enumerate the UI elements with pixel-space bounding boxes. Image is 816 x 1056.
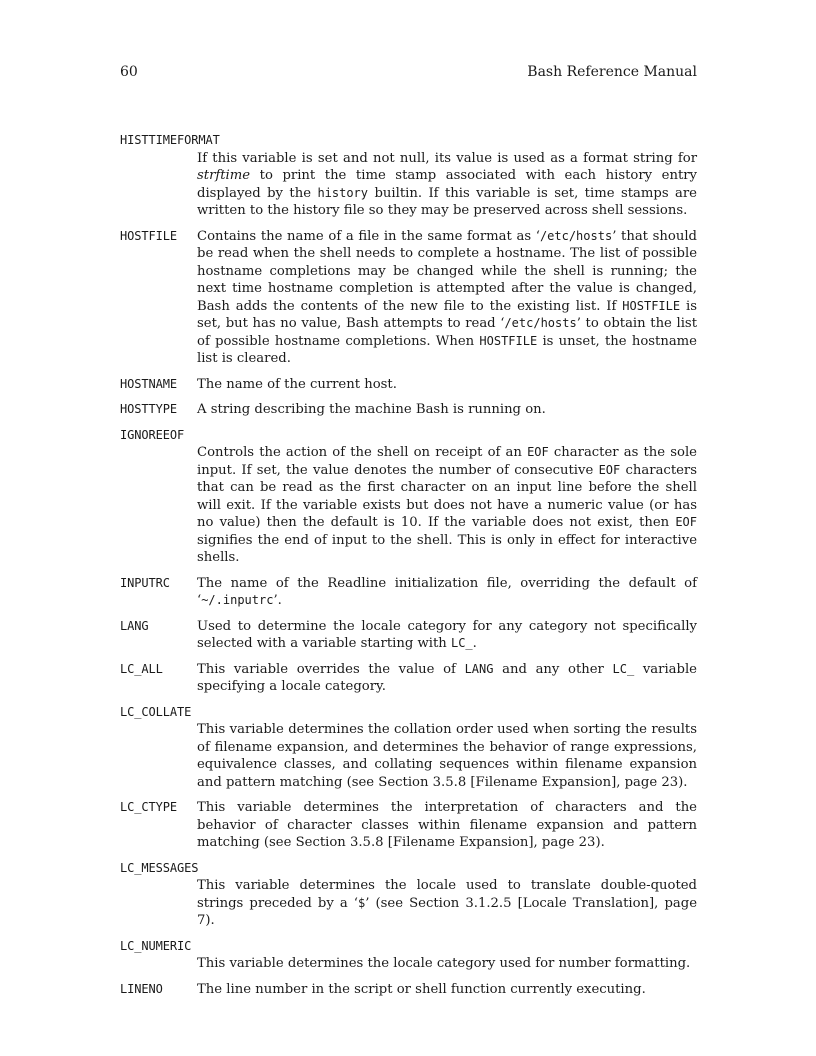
desc-code: /etc/hosts	[539, 228, 613, 243]
variable-name: LC_ALL	[120, 661, 163, 676]
variable-name: INPUTRC	[120, 575, 170, 590]
desc-text: The name of the current host.	[197, 376, 397, 392]
variable-entry-lc-messages	[120, 860, 697, 930]
variable-description	[197, 150, 697, 220]
desc-text: is set, but has no value, Bash attempts to read ‘	[197, 298, 697, 331]
desc-text: ’ (see Section 3.1.2.5 [Locale Translation], page 7).	[197, 895, 697, 928]
variable-description	[197, 575, 697, 610]
variable-description	[197, 401, 697, 419]
variable-description	[197, 376, 697, 394]
desc-code: $	[358, 895, 366, 910]
desc-code: EOF	[527, 445, 549, 459]
desc-code: EOF	[598, 462, 621, 477]
desc-text: characters that can be read as the first character on an input line before the shell will exit. If the variable exists but does not have a numeric value (or has no value) then the default is 10. If the variable does not exist, then	[197, 462, 697, 530]
variable-entry-hosttype	[120, 401, 697, 419]
desc-emphasis: strftime	[197, 168, 251, 183]
desc-text: This variable determines the collation order used when sorting the results of filename expansion, and determines the behavior of range expressions, equivalence classes, and collating sequences within filename expansion and pattern matching (see Section 3.5.8 [Filename Expansion], page 23).	[197, 722, 697, 790]
desc-text: is unset, the hostname list is cleared.	[197, 333, 697, 366]
running-title: Bash Reference Manual	[527, 64, 697, 80]
desc-text: This variable overrides the value of	[197, 661, 465, 677]
desc-text: character as the sole input. If set, the value denotes the number of consecutive	[197, 445, 697, 478]
variable-description	[197, 799, 697, 852]
variable-description	[197, 877, 697, 930]
variable-entry-ignoreeof	[120, 427, 697, 567]
desc-text: ’ that should be read when the shell needs to complete a hostname. The list of possible hostname completions may be changed while the shell is running; the next time hostname completion is attempted after the value is changed, Bash adds the contents of the new file to the existing list. If	[197, 228, 697, 314]
variable-name: IGNOREEOF	[120, 427, 185, 442]
variable-entry-hostname	[120, 376, 697, 394]
variable-name: LC_CTYPE	[120, 800, 177, 814]
variable-description	[197, 228, 697, 368]
desc-text: Used to determine the locale category for any category not specifically selected with a variable starting with	[197, 618, 697, 651]
desc-text: If this variable is set and not null, its value is used as a format string for	[197, 150, 697, 166]
desc-text: This variable determines the locale category used for number formatting.	[197, 956, 691, 971]
desc-text: The line number in the script or shell function currently executing.	[197, 981, 646, 997]
desc-text: .	[472, 636, 477, 651]
variable-description	[197, 618, 697, 653]
manual-page	[120, 64, 697, 1006]
desc-text: to print the time stamp associated with each history entry displayed by the	[197, 168, 697, 201]
desc-code: LC_	[612, 661, 635, 676]
desc-text: ’.	[273, 593, 282, 608]
desc-text: signifies the end of input to the shell. This is only in effect for interactive shells.	[197, 532, 697, 565]
desc-text: The name of the Readline initialization file, overriding the default of ‘	[197, 575, 697, 608]
variable-name: LC_COLLATE	[120, 704, 192, 719]
desc-text: builtin. If this variable is set, time stamps are written to the history file so they may be preserved across shell sessions.	[197, 185, 697, 218]
variable-entry-hostfile	[120, 228, 697, 368]
desc-code: LANG	[464, 661, 494, 676]
variable-entry-lang	[120, 618, 697, 653]
variable-name: HOSTNAME	[120, 376, 177, 391]
desc-code: HOSTFILE	[479, 333, 538, 348]
variable-description	[197, 444, 697, 567]
desc-code: /etc/hosts	[504, 316, 577, 330]
desc-text: and any other	[493, 661, 613, 677]
desc-code: LC_	[450, 636, 473, 650]
desc-text: ’ to obtain the list of possible hostname completions. When	[197, 316, 697, 349]
page-number: 60	[120, 64, 138, 80]
desc-text: variable specifying a locale category.	[197, 661, 697, 694]
variable-description	[197, 721, 697, 791]
desc-code: HOSTFILE	[622, 298, 681, 313]
variable-name: LINENO	[120, 981, 163, 996]
desc-code: EOF	[675, 515, 697, 529]
variable-description	[197, 955, 697, 973]
variable-description	[197, 981, 697, 999]
desc-code: ~/.inputrc	[201, 593, 274, 607]
variable-description	[197, 661, 697, 696]
variable-name: LC_NUMERIC	[120, 938, 192, 953]
desc-text: This variable determines the interpretation of characters and the behavior of character classes within filename expansion and pattern matching (see Section 3.5.8 [Filename Expansion], page 23).	[197, 800, 697, 850]
variable-name: LANG	[120, 618, 149, 633]
variable-entry-lc-collate	[120, 704, 697, 792]
variable-entry-inputrc	[120, 575, 697, 610]
variable-name: LC_MESSAGES	[120, 860, 199, 875]
desc-code: history	[317, 185, 369, 200]
desc-text: Controls the action of the shell on receipt of an	[197, 445, 528, 460]
variable-entry-lc-numeric	[120, 938, 697, 973]
variable-name: HOSTTYPE	[120, 402, 177, 416]
variable-name: HISTTIMEFORMAT	[120, 133, 220, 147]
variable-entry-histtimeformat	[120, 132, 697, 220]
variable-entry-lc-all	[120, 661, 697, 696]
desc-text: Contains the name of a file in the same format as ‘	[197, 228, 540, 244]
variable-entry-lineno	[120, 981, 697, 999]
desc-text: A string describing the machine Bash is running on.	[197, 402, 546, 417]
variable-entry-lc-ctype	[120, 799, 697, 852]
desc-text: This variable determines the locale used to translate double-quoted strings preceded by a ‘	[197, 878, 697, 911]
page-header	[120, 64, 697, 84]
variable-name: HOSTFILE	[120, 228, 177, 243]
